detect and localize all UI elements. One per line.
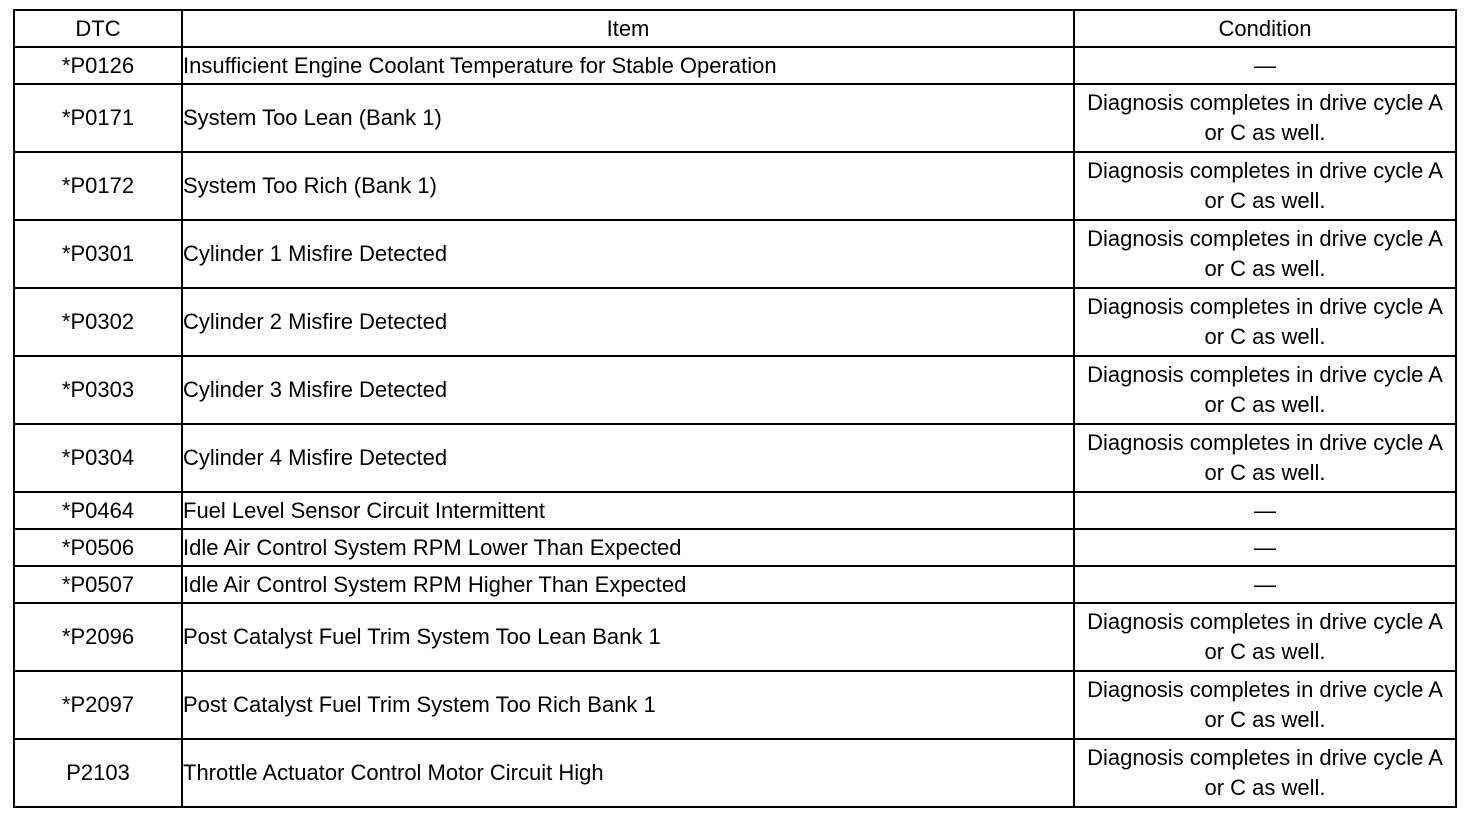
dtc-code: *P0506 [14,529,182,566]
table-row [14,220,1456,288]
dtc-code: *P0301 [14,220,182,288]
dtc-item: Cylinder 4 Misfire Detected [182,424,1074,492]
dtc-code: *P0302 [14,288,182,356]
dtc-item: Cylinder 2 Misfire Detected [182,288,1074,356]
dtc-item: Idle Air Control System RPM Higher Than Expected [182,566,1074,603]
dtc-item: Post Catalyst Fuel Trim System Too Lean Bank 1 [182,603,1074,671]
dtc-condition: — [1074,529,1456,566]
table-row [14,671,1456,739]
dtc-code: *P0464 [14,492,182,529]
table-row [14,603,1456,671]
table-row [14,152,1456,220]
table-row [14,566,1456,603]
dtc-code: *P0171 [14,84,182,152]
dtc-item: System Too Lean (Bank 1) [182,84,1074,152]
header-dtc: DTC [14,10,182,47]
dtc-code: *P2097 [14,671,182,739]
dtc-condition: Diagnosis completes in drive cycle A or C as well. [1074,220,1456,288]
table-row [14,492,1456,529]
dtc-item: Post Catalyst Fuel Trim System Too Rich Bank 1 [182,671,1074,739]
header-item: Item [182,10,1074,47]
dtc-condition: — [1074,492,1456,529]
dtc-item: System Too Rich (Bank 1) [182,152,1074,220]
dtc-condition: Diagnosis completes in drive cycle A or C as well. [1074,739,1456,807]
dtc-table [13,9,1457,808]
dtc-condition: Diagnosis completes in drive cycle A or C as well. [1074,152,1456,220]
dtc-item: Fuel Level Sensor Circuit Intermittent [182,492,1074,529]
dtc-code: *P0507 [14,566,182,603]
dtc-condition: Diagnosis completes in drive cycle A or C as well. [1074,356,1456,424]
table-row [14,288,1456,356]
dtc-condition: Diagnosis completes in drive cycle A or C as well. [1074,84,1456,152]
dtc-item: Idle Air Control System RPM Lower Than Expected [182,529,1074,566]
dtc-condition: Diagnosis completes in drive cycle A or C as well. [1074,671,1456,739]
dtc-condition: — [1074,566,1456,603]
dtc-item: Insufficient Engine Coolant Temperature for Stable Operation [182,47,1074,84]
dtc-code: P2103 [14,739,182,807]
dtc-code: *P0304 [14,424,182,492]
table-row [14,424,1456,492]
table-row [14,739,1456,807]
table-row [14,47,1456,84]
dtc-item: Cylinder 1 Misfire Detected [182,220,1074,288]
table-header [14,10,1456,47]
header-row [14,10,1456,47]
table-body [14,47,1456,807]
header-condition: Condition [1074,10,1456,47]
dtc-condition: Diagnosis completes in drive cycle A or C as well. [1074,288,1456,356]
dtc-code: *P0126 [14,47,182,84]
dtc-code: *P2096 [14,603,182,671]
dtc-item: Throttle Actuator Control Motor Circuit High [182,739,1074,807]
dtc-condition: — [1074,47,1456,84]
dtc-code: *P0172 [14,152,182,220]
dtc-condition: Diagnosis completes in drive cycle A or C as well. [1074,603,1456,671]
dtc-code: *P0303 [14,356,182,424]
dtc-item: Cylinder 3 Misfire Detected [182,356,1074,424]
table-row [14,356,1456,424]
table-row [14,529,1456,566]
table-row [14,84,1456,152]
dtc-condition: Diagnosis completes in drive cycle A or C as well. [1074,424,1456,492]
